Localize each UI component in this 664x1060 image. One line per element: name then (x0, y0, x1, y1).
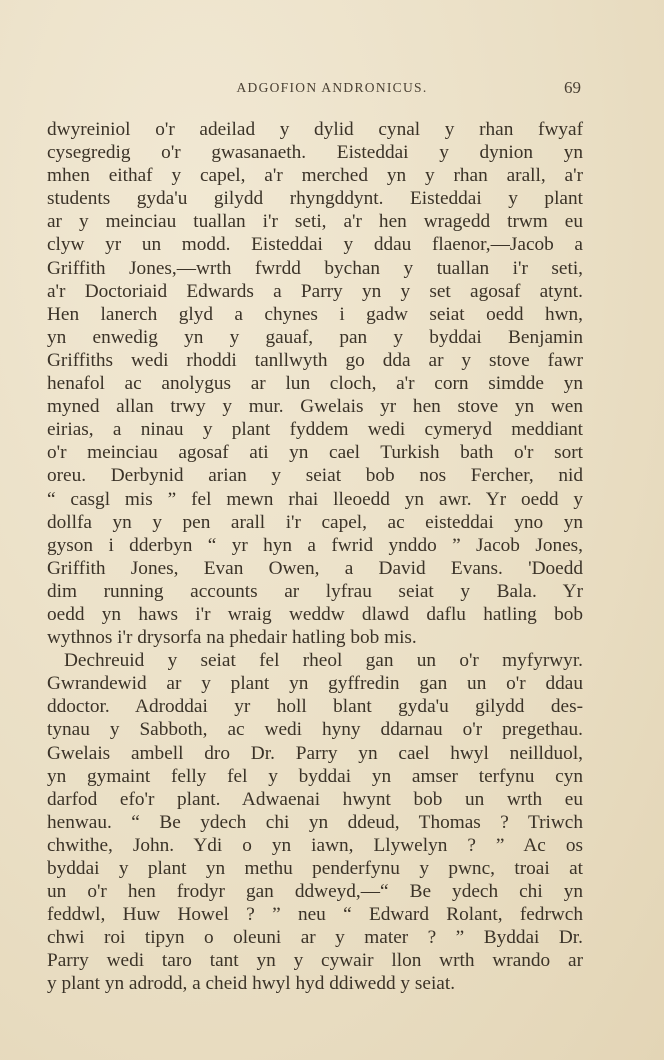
text-line: a'r Doctoriaid Edwards a Parry yn y set agosaf atynt. (47, 280, 583, 302)
text-line: Hen lanerch glyd a chynes i gadw seiat oedd hwn, (47, 303, 583, 325)
text-line: ddoctor. Adroddai yr holl blant gyda'u gilydd des- (47, 696, 583, 718)
text-line: Dechreuid y seiat fel rheol gan un o'r myfyrwyr. (64, 650, 583, 672)
text-line: tynau y Sabboth, ac wedi hyny ddarnau o'r pregethau. (47, 719, 583, 741)
text-line: myned allan trwy y mur. Gwelais yr hen stove yn wen (47, 396, 583, 418)
text-line: Griffiths wedi rhoddi tanllwyth go dda ar y stove fawr (47, 349, 583, 371)
text-line: henwau. “ Be ydech chi yn ddeud, Thomas ? Triwch (47, 811, 583, 833)
text-line: chwi roi tipyn o oleuni ar y mater ? ” Byddai Dr. (47, 927, 583, 949)
text-line: byddai y plant yn methu penderfynu y pwnc, troai at (47, 858, 583, 879)
text-line: dim running accounts ar lyfrau seiat y Bala. Yr (47, 580, 583, 602)
running-title: ADGOFION ANDRONICUS. (236, 80, 428, 95)
text-line: henafol ac anolygus ar lun cloch, a'r corn simdde yn (47, 373, 583, 395)
text-line: cysegredig o'r gwasanaeth. Eisteddai y dynion yn (47, 142, 583, 164)
text-line: y plant yn adrodd, a cheid hwyl hyd ddiwedd y seiat. (47, 973, 456, 995)
text-line: ar y meinciau tuallan i'r seti, a'r hen wragedd trwm eu (47, 211, 583, 233)
page-number: 69 (564, 78, 581, 97)
text-line: “ casgl mis ” fel mewn rhai lleoedd yn awr. Yr oedd y (47, 488, 583, 510)
text-line: Parry wedi taro tant yn y cywair llon wrth wrando ar (47, 950, 583, 972)
text-line: Gwelais ambell dro Dr. Parry yn cael hwyl neillduol, (47, 742, 583, 764)
text-line: mhen eithaf y capel, a'r merched yn y rhan arall, a'r (47, 165, 583, 187)
text-line: Gwrandewid ar y plant yn gyffredin gan un o'r ddau (47, 673, 583, 695)
text-line: yn enwedig yn y gauaf, pan y byddai Benjamin (47, 326, 583, 348)
text-line: feddwl, Huw Howel ? ” neu “ Edward Rolant, fedrwch (47, 904, 583, 926)
text-line: dollfa yn y pen arall i'r capel, ac eisteddai yno yn (47, 511, 583, 533)
text-line: o'r meinciau agosaf ati yn cael Turkish bath o'r sort (47, 442, 583, 464)
text-line: wythnos i'r drysorfa na phedair hatling bob mis. (47, 627, 417, 649)
text-line: oedd yn haws i'r wraig weddw dlawd daflu hatling bob (47, 603, 583, 625)
text-line: clyw yr un modd. Eisteddai y ddau flaenor,—Jacob a (47, 234, 583, 256)
text-line: gyson i dderbyn “ yr hyn a fwrid ynddo ” Jacob Jones, (47, 534, 583, 556)
paragraph-1 (47, 118, 583, 649)
text-line: Griffith Jones,—wrth fwrdd bychan y tuallan i'r seti, (47, 257, 583, 279)
text-line: oreu. Derbynid arian y seiat bob nos Fercher, nid (47, 465, 583, 487)
text-line: darfod efo'r plant. Adwaenai hwynt bob un wrth eu (47, 788, 583, 810)
text-line: un o'r hen frodyr gan ddweyd,—“ Be ydech chi yn (47, 881, 583, 903)
page-header (0, 80, 664, 104)
body-text (47, 118, 583, 996)
text-line: eirias, a ninau y plant fyddem wedi cymeryd meddiant (47, 419, 583, 441)
paragraph-2 (47, 649, 583, 995)
text-line: dwyreiniol o'r adeilad y dylid cynal y rhan fwyaf (47, 119, 583, 140)
text-line: students gyda'u gilydd rhyngddynt. Eisteddai y plant (47, 188, 583, 210)
text-line: chwithe, John. Ydi o yn iawn, Llywelyn ? ” Ac os (47, 834, 583, 856)
text-line: yn gymaint felly fel y byddai yn amser terfynu cyn (47, 765, 583, 787)
text-line: Griffith Jones, Evan Owen, a David Evans. 'Doedd (47, 557, 583, 579)
